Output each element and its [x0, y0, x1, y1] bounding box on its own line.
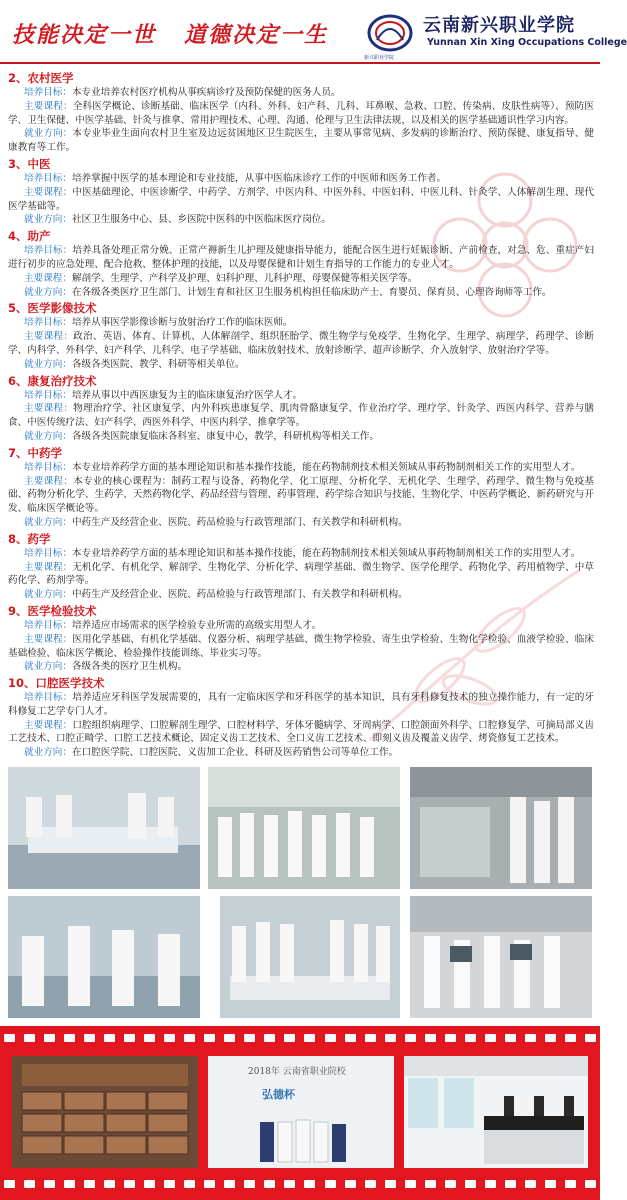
training-goal [8, 316, 594, 330]
major-section [8, 531, 594, 602]
row-text: 政治、英语、体育、计算机、人体解剖学、组织胚胎学、微生物学与免疫学、生物化学、生理学、病理学、药理学、诊断学、内科学、外科学、妇产科学、儿科学、电子学基础、临床放射技术、放射诊断学、超声诊断学、介入放射学、放射治疗学等。 [8, 331, 595, 356]
row-label: 就业方向： [24, 516, 72, 528]
photo-pharmacy-cabinet [12, 1056, 198, 1168]
photo-clinical-skills [220, 896, 400, 1018]
row-label: 主要课程： [24, 272, 72, 284]
film-strip [0, 1026, 600, 1200]
school-logo-icon [367, 10, 413, 56]
row-label: 主要课程： [24, 331, 74, 343]
row-label: 培养目标： [24, 172, 72, 184]
row-text: 本专业的核心课程为：制药工程与设备、药物化学、化工原理、分析化学、无机化学、生理学、药理学、微生物与免疫基础、药物分析化学、生药学、天然药物化学、药品经营与管理、药事管理、药学综合知识与技能、生物化学、中医药学概论、新药研究与开发、临床医学概论等。 [8, 475, 595, 515]
row-text: 各级各类的医疗卫生机构。 [71, 661, 188, 673]
section-title: 9、医学检验技术 [8, 603, 97, 618]
row-label: 培养目标： [24, 389, 72, 401]
school-name-cn: 云南新兴职业学院 [423, 15, 575, 36]
slogan-right: 道德决定一生 [184, 22, 329, 48]
section-title: 2、农村医学 [8, 71, 74, 85]
row-label: 就业方向： [24, 589, 72, 601]
row-text: 中药生产及经营企业、医院、药品检验与行政管理部门、有关教学和科研机构。 [71, 589, 408, 601]
row-text: 口腔组织病理学、口腔解剖生理学、口腔材料学、牙体牙髓病学、牙周病学、口腔颌面外科学、口腔修复学、可摘局部义齿工艺技术、口腔正畸学、口腔工艺技术概论、固定义齿工艺技术、全口义齿工艺技术、即刻义齿及覆盖义齿学、烤瓷修复工艺技术。 [8, 719, 594, 745]
slogan-left: 技能决定一世 [12, 22, 157, 48]
row-text: 本专业培养药学方面的基本理论知识和基本操作技能，能在药物制剂技术相关领域从事药物制剂相关工作的实用型人才。 [71, 547, 581, 559]
row-label: 就业方向： [24, 128, 73, 140]
training-goal [8, 244, 594, 272]
major-section [8, 675, 594, 760]
school-name-en: Yunnan Xin Xing Occupations College [427, 37, 627, 48]
section-title: 7、中药学 [8, 445, 63, 460]
row-text: 培养适应市场需求的医学检验专业所需的高级实用型人才。 [71, 619, 322, 631]
row-label: 主要课程： [24, 100, 73, 112]
career-direction [8, 127, 594, 155]
row-label: 培养目标： [24, 87, 72, 98]
row-label: 主要课程： [24, 633, 73, 645]
header-divider [0, 62, 600, 64]
training-goal [8, 172, 594, 186]
row-label: 培养目标： [24, 692, 73, 704]
main-courses [8, 561, 594, 589]
row-label: 就业方向： [24, 214, 72, 226]
career-direction [8, 358, 594, 372]
main-courses [8, 633, 594, 661]
row-label: 培养目标： [24, 317, 72, 329]
majors-list [8, 69, 594, 760]
slogan [12, 18, 328, 49]
photo-dental-practice [8, 896, 200, 1018]
row-text: 各级各类医院康复临床各科室、康复中心，教学，科研机构等相关工作。 [71, 430, 379, 442]
row-text: 社区卫生服务中心、县、乡医院中医科的中医临床医疗岗位。 [71, 214, 331, 226]
row-label: 就业方向： [24, 358, 72, 370]
training-goal [8, 691, 594, 719]
film-slogan-text: 弘德杯 [262, 1088, 295, 1101]
career-direction [8, 286, 594, 300]
section-title: 5、医学影像技术 [8, 301, 97, 316]
row-label: 就业方向： [24, 661, 72, 673]
career-direction [8, 588, 594, 602]
row-text: 培养从事医学影像诊断与放射治疗工作的临床医师。 [71, 317, 293, 329]
row-text: 在各级各类医疗卫生部门、计划生育和社区卫生服务机构担任临床助产士、育婴员、保育员、心理咨询师等工作。 [71, 286, 552, 298]
training-goal [8, 86, 594, 100]
row-text: 在口腔医学院、口腔医院、义齿加工企业、科研及医药销售公司等单位工作。 [71, 747, 399, 759]
row-label: 就业方向： [24, 286, 72, 298]
row-label: 就业方向： [24, 430, 72, 442]
photo-competition [208, 1056, 394, 1168]
main-courses [8, 272, 594, 286]
training-goal [8, 619, 594, 633]
photo-nursing-practice [8, 767, 200, 889]
major-section [8, 603, 594, 674]
major-section [8, 156, 594, 227]
row-label: 主要课程： [24, 403, 74, 415]
page-header [0, 0, 627, 62]
row-label: 主要课程： [24, 186, 73, 198]
row-label: 培养目标： [24, 245, 73, 257]
row-text: 培养掌握中医学的基本理论和专业技能，从事中医临床诊疗工作的中医师和医务工作者。 [71, 172, 447, 184]
photo-pharmacy-lab [410, 767, 592, 889]
major-section [8, 228, 594, 299]
training-goal [8, 461, 594, 475]
row-label: 就业方向： [24, 747, 72, 759]
main-courses [8, 186, 594, 214]
photo-laboratory [404, 1056, 588, 1168]
row-text: 中药生产及经营企业、医院、药品检验与行政管理部门、有关教学和科研机构。 [71, 516, 408, 528]
row-label: 培养目标： [24, 619, 72, 631]
row-text: 无机化学、有机化学、解剖学、生物化学、分析化学、病理学基础、微生物学、医学伦理学、药物化学、药用植物学、中草药化学、药剂学等。 [8, 561, 594, 587]
main-courses [8, 330, 594, 358]
row-text: 培养从事以中西医康复为主的临床康复治疗医学人才。 [71, 389, 303, 401]
major-section [8, 300, 594, 371]
row-text: 各级各类医院、教学、科研等相关单位。 [71, 358, 245, 370]
major-section [8, 70, 594, 155]
row-text: 培养具备处理正常分娩、正常产褥新生儿护理及健康指导能力，能配合医生进行妊娠诊断、产前检查，对急、危、重症产妇进行初步的应急处理、配合抢救、整体护理的技能，以及母婴保健和计划生育指导的工作能力的专业人才。 [8, 245, 594, 270]
row-text: 本专业培养农村医疗机构从事疾病诊疗及预防保健的医务人员。 [71, 87, 341, 98]
career-direction [8, 746, 594, 760]
training-goal [8, 547, 594, 561]
major-section [8, 445, 594, 530]
career-direction [8, 660, 594, 674]
row-text: 本专业培养药学方面的基本理论知识和基本操作技能，能在药物制剂技术相关领域从事药物制剂相关工作的实用型人才。 [71, 461, 581, 473]
career-direction [8, 213, 594, 227]
logo-caption: 新兴职业学院 [364, 55, 395, 61]
row-label: 主要课程： [24, 719, 73, 731]
row-text: 物理治疗学、社区康复学、内外科疾患康复学、肌肉骨骼康复学、作业治疗学、理疗学、针灸学、西医内科学、营养与膳食、中医传统疗法、妇产科学、西医外科学、中医内科学、推拿学等。 [8, 403, 595, 429]
photo-anatomy-lab [208, 767, 400, 889]
row-label: 主要课程： [24, 561, 73, 573]
main-courses [8, 100, 594, 128]
row-text: 培养适应牙科医学发展需要的，具有一定临床医学和牙科医学的基本知识，具有牙科修复技术的独立操作能力，有一定的牙科修复工艺学专门人才。 [8, 692, 594, 717]
career-direction [8, 516, 594, 530]
main-courses [8, 475, 594, 516]
row-text: 解剖学、生理学、产科学及护理、妇科护理、儿科护理、母婴保健等相关医学等。 [71, 272, 418, 284]
section-title: 6、康复治疗技术 [8, 373, 97, 388]
row-text: 全科医学概论、诊断基础、临床医学（内科、外科、妇产科、儿科、耳鼻喉、急救、口腔、传染病、皮肤性病等）、预防医学、卫生保健、中医学基础、针灸与推拿、常用护理技术、心理、沟通、伦理与卫生法律法规，以及相关的医学基础通识性学习内容。 [8, 100, 595, 126]
photo-imaging-class [410, 896, 592, 1018]
row-text: 本专业毕业生面向农村卫生室及边远贫困地区卫生院医生，主要从事常见病、多发病的诊断治疗、预防保健、康复指导、健康教育等工作。 [8, 128, 594, 154]
row-label: 主要课程： [24, 475, 74, 487]
film-holes-bottom [4, 1180, 596, 1192]
main-courses [8, 719, 594, 747]
section-title: 8、药学 [8, 531, 51, 546]
major-section [8, 373, 594, 444]
row-text: 医用化学基础、有机化学基础、仪器分析、病理学基础、微生物学检验、寄生虫学检验、生物化学检验、血液学检验、临床基础检验、临床医学概论、检验操作技能训练、毕业实习等。 [8, 633, 594, 659]
section-title: 10、口腔医学技术 [8, 676, 105, 691]
career-direction [8, 430, 594, 444]
section-title: 3、中医 [8, 156, 51, 171]
main-courses [8, 402, 594, 430]
section-title: 4、助产 [8, 229, 51, 244]
training-goal [8, 389, 594, 403]
row-label: 培养目标： [24, 461, 72, 473]
row-text: 中医基础理论、中医诊断学、中药学、方剂学、中医内科、中医外科、中医妇科、中医儿科、针灸学、人体解剖生理、现代医学基础等。 [8, 186, 594, 212]
film-banner-text: 2018年 云南省职业院校 [248, 1067, 346, 1077]
row-label: 培养目标： [24, 547, 72, 559]
film-holes-top [4, 1034, 596, 1046]
